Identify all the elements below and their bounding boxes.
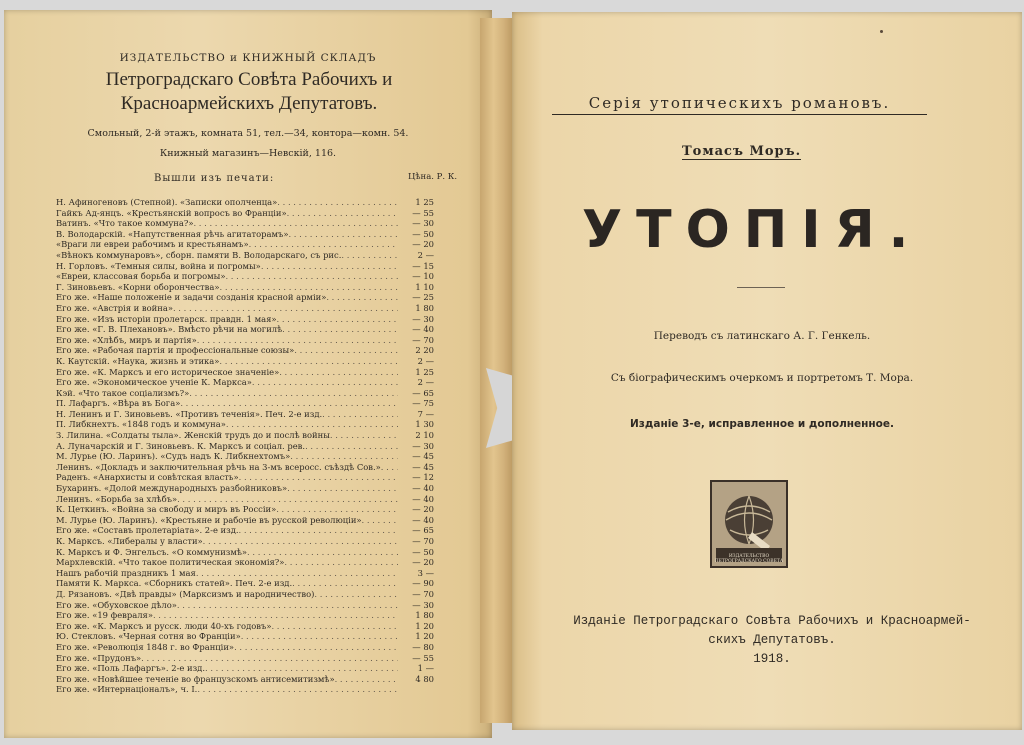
book-price: 4 80 (415, 673, 434, 684)
book-list-row (56, 197, 436, 208)
leader-dots (225, 271, 398, 282)
book-list-row (56, 663, 436, 674)
leader-dots (220, 282, 399, 293)
book-price: — 10 (412, 271, 434, 282)
book-list-row (56, 578, 436, 589)
book-entry: М. Лурье (Ю. Ларинъ). «Судъ надъ К. Либкнехтомъ» (56, 451, 291, 462)
leader-dots (197, 335, 398, 346)
book-entry: Д. Рязановъ. «Двѣ правды» (Марксизмъ и народничество) (56, 588, 315, 599)
right-page (512, 12, 1022, 730)
book-entry: Его же. «Революція 1848 г. во Франціи» (56, 641, 235, 652)
book-list-row (56, 568, 436, 579)
book-price: 1 20 (415, 620, 434, 631)
emblem-label: ИЗДАТЕЛЬСТВО ПЕТРОГРАДСКАГО СОВЕТА (714, 554, 784, 564)
book-entry: Его же. «К. Марксъ и его историческое значеніе» (56, 366, 280, 377)
book-list-row (56, 229, 436, 240)
book-price: — 80 (412, 641, 434, 652)
book-entry: Его же. «Новѣйшее теченіе во французскомъ антисемитизмѣ» (56, 673, 335, 684)
book-title: УТОПІЯ. (582, 200, 923, 260)
book-entry: Его же. «Прудонъ» (56, 652, 142, 663)
leader-dots (261, 261, 398, 272)
author-name: Томасъ Моръ. (682, 144, 802, 159)
book-price: 1 — (417, 663, 434, 674)
leader-dots (277, 314, 398, 325)
book-entry: К. Цеткинъ. «Война за свободу и миръ въ Россіи» (56, 504, 277, 515)
book-list-row (56, 409, 436, 420)
book-price: — 90 (412, 578, 434, 589)
book-list-row (56, 398, 436, 409)
book-entry: Н. Афиногеновъ (Степной). «Записки ополченца» (56, 197, 278, 207)
publisher-shop: Книжный магазинъ—Невскій, 116. (159, 148, 337, 159)
book-price: 2 — (417, 355, 434, 366)
left-page (4, 10, 492, 738)
book-list-row (56, 303, 436, 314)
publication-year: 1918. (753, 652, 791, 666)
book-list-row (56, 525, 436, 536)
leader-dots (287, 483, 398, 494)
book-price: — 65 (412, 525, 434, 536)
leader-dots (219, 356, 398, 367)
leader-dots (305, 441, 398, 452)
book-list-row (56, 472, 436, 483)
leader-dots (234, 642, 398, 653)
leader-dots (193, 218, 398, 229)
book-entry: Его же. «Составъ пролетаріата». 2-е изд. (56, 525, 239, 536)
book-price: 2 — (417, 249, 434, 260)
leader-dots (271, 621, 398, 632)
title-divider (737, 287, 785, 288)
book-list-row (56, 621, 436, 632)
book-entry: Его же. «К. Марксъ и русск. люди 40-хъ годовъ» (56, 620, 272, 631)
leader-dots (276, 504, 398, 515)
book-price: 7 — (417, 408, 434, 419)
book-list-row (56, 208, 436, 219)
book-list-row (56, 653, 436, 664)
book-entry: А. Луначарскій и Г. Зиновьевъ. К. Марксъ и соціал. рев. (56, 440, 306, 451)
book-entry: Ленинъ. «Докладъ и заключительная рѣчь на 3-мъ всеросс. съѣздѣ Сов.» (56, 461, 381, 472)
book-price: 2 — (417, 377, 434, 388)
book-entry: Бухаринъ. «Долой международныхъ разбойниковъ» (56, 483, 288, 494)
book-list-row (56, 642, 436, 653)
book-entry: Его же. «Изъ исторіи пролетарск. правдн. 1 мая» (56, 313, 277, 324)
book-price: — 40 (412, 514, 434, 525)
book-entry: Н. Горловъ. «Темныя силы, война и погромы» (56, 260, 261, 271)
leader-dots (239, 525, 398, 536)
book-list-row (56, 610, 436, 621)
imprint (552, 612, 992, 669)
leader-dots (282, 324, 398, 335)
book-list-row (56, 218, 436, 229)
book-list-row (56, 462, 436, 473)
book-price: — 50 (412, 546, 434, 557)
leader-dots (226, 419, 398, 430)
book-price: — 55 (412, 652, 434, 663)
book-price: — 40 (412, 493, 434, 504)
list-heading: Вышли изъ печати: (154, 173, 275, 184)
leader-dots (330, 430, 398, 441)
book-price: 1 25 (415, 366, 434, 377)
book-price: 1 80 (415, 610, 434, 621)
book-list-row (56, 377, 436, 388)
book-list-row (56, 356, 436, 367)
book-entry: Кэй. «Что такое соціализмъ?» (56, 387, 190, 398)
book-list-row (56, 292, 436, 303)
edition-note: Изданіе 3-е, исправленное и дополненное. (630, 418, 894, 430)
book-entry: Памяти К. Маркса. «Сборникъ статей». Печ. 2-е изд. (56, 578, 293, 589)
book-entry: Нашъ рабочій праздникъ 1 мая (56, 567, 196, 578)
leader-dots (381, 462, 398, 473)
leader-dots (287, 208, 398, 219)
book-entry: Н. Ленинъ и Г. Зиновьевъ. «Противъ теченія». Печ. 2-е изд. (56, 408, 323, 419)
book-entry: «Евреи, классовая борьба и погромы» (56, 271, 226, 282)
book-price: — 45 (412, 451, 434, 462)
leader-dots (252, 377, 398, 388)
publisher-small-heading: ИЗДАТЕЛЬСТВО и КНИЖНЫЙ СКЛАДЪ (119, 52, 377, 64)
imprint-line-1: Изданіе Петроградскаго Совѣта Рабочихъ и Красноармей- (573, 614, 971, 628)
book-list-row (56, 674, 436, 685)
book-list-row (56, 536, 436, 547)
book-list-row (56, 557, 436, 568)
book-entry: Ватинъ. «Что такое коммуна?» (56, 218, 194, 229)
leader-dots (362, 515, 398, 526)
book-list-row (56, 367, 436, 378)
series-title: Серія утопическихъ романовъ. (552, 94, 927, 115)
leader-dots (247, 547, 398, 558)
book-entry: Г. Зиновьевъ. «Корни оборончества» (56, 281, 220, 292)
imprint-line-2: скихъ Депутатовъ. (708, 633, 836, 647)
paper-mark (880, 30, 883, 33)
book-entry: «Враги ли евреи рабочимъ и крестьянамъ» (56, 239, 249, 250)
book-price: — 70 (412, 536, 434, 546)
leader-dots (314, 589, 398, 600)
book-entry: З. Лилина. «Солдаты тыла». Женскій трудъ до и послѣ войны (56, 430, 330, 441)
leader-dots (292, 578, 398, 589)
book-entry: Ленинъ. «Борьба за хлѣбъ» (56, 493, 178, 504)
leader-dots (177, 600, 398, 611)
book-list-row (56, 451, 436, 462)
book-entry: Его же. «Интернаціоналъ», ч. I. (56, 684, 198, 695)
book-price: 1 30 (415, 419, 434, 430)
publisher-address: Смольный, 2-й этажъ, комната 51, тел.—34, контора—комн. 54. (87, 128, 409, 139)
book-list (56, 197, 436, 695)
leader-dots (197, 684, 398, 695)
leader-dots (189, 388, 398, 399)
leader-dots (239, 472, 398, 483)
book-price: — 30 (412, 218, 434, 229)
book-list-row (56, 547, 436, 558)
book-list-row (56, 600, 436, 611)
leader-dots (180, 398, 398, 409)
book-price: — 55 (412, 207, 434, 218)
book-price: 1 25 (415, 197, 434, 207)
book-price: 1 20 (415, 631, 434, 642)
leader-dots (173, 303, 398, 314)
book-list-row (56, 250, 436, 261)
book-list-row (56, 515, 436, 526)
leader-dots (335, 674, 398, 685)
leader-dots (279, 367, 398, 378)
leader-dots (322, 409, 398, 420)
book-list-row (56, 441, 436, 452)
book-list-row (56, 483, 436, 494)
book-price: — 40 (412, 324, 434, 335)
book-entry: В. Володарскій. «Напутственная рѣчь агитаторамъ» (56, 228, 289, 239)
book-entry: П. Лафаргъ. «Вѣра въ Бога» (56, 398, 181, 409)
leader-dots (153, 610, 398, 621)
book-entry: Его же. «Наше положеніе и задачи созданія красной арміи» (56, 292, 327, 303)
book-entry: Его же. «Г. В. Плехановъ». Вмѣсто рѣчи на могилѣ (56, 324, 283, 335)
book-price: 2 10 (415, 430, 434, 441)
book-price: — 75 (412, 398, 434, 409)
leader-dots (141, 653, 398, 664)
book-list-row (56, 430, 436, 441)
book-entry: «Вѣнокъ коммунаровъ», сборн. памяти В. Володарскаго, съ рис. (56, 249, 342, 260)
book-list-row (56, 261, 436, 272)
book-price (398, 684, 436, 695)
leader-dots (341, 250, 398, 261)
book-list-row (56, 314, 436, 325)
book-list-row (56, 631, 436, 642)
book-list-row (56, 388, 436, 399)
publisher-name: Петроградскаго Совѣта Рабочихъ и Красноармейскихъ Депутатовъ. (105, 69, 393, 114)
book-list-row (56, 504, 436, 515)
book-list-row (56, 324, 436, 335)
book-list-row (56, 239, 436, 250)
book-entry: Его же. «Хлѣбъ, миръ и партія» (56, 334, 197, 345)
leader-dots (326, 292, 398, 303)
book-list-row (56, 271, 436, 282)
book-list-row (56, 419, 436, 430)
book-price: — 15 (412, 260, 434, 271)
book-entry: К. Каутскій. «Наука, жизнь и этика» (56, 355, 220, 366)
book-entry: Мархлевскій. «Что такое политическая экономія?» (56, 557, 285, 568)
book-entry: К. Марксъ и Ф. Энгельсъ. «О коммунизмѣ» (56, 546, 248, 557)
leader-dots (249, 239, 398, 250)
leader-dots (203, 536, 398, 547)
book-price: — 70 (412, 588, 434, 599)
book-price: — 40 (412, 483, 434, 494)
bio-essay-note: Съ біографическимъ очеркомъ и портретомъ Т. Мора. (610, 372, 914, 384)
book-entry: Ю. Стекловъ. «Черная сотня во Франціи» (56, 631, 241, 642)
book-entry: Его же. «Обуховское дѣло» (56, 599, 177, 610)
book-price: — 20 (412, 239, 434, 250)
leader-dots (205, 663, 398, 674)
book-price: 1 80 (415, 302, 434, 313)
book-price: — 70 (412, 334, 434, 345)
book-list-row (56, 494, 436, 505)
book-price: — 65 (412, 387, 434, 398)
book-price: — 50 (412, 228, 434, 239)
book-entry: Его же. «Австрія и война» (56, 302, 173, 313)
leader-dots (290, 451, 398, 462)
book-price: — 25 (412, 292, 434, 303)
book-list-row (56, 282, 436, 293)
book-price: — 45 (412, 461, 434, 472)
book-price: — 20 (412, 557, 434, 568)
book-list-row (56, 684, 436, 695)
book-list-row (56, 335, 436, 346)
book-entry: Раденъ. «Анархисты и совѣтская власть» (56, 472, 239, 483)
leader-dots (294, 345, 398, 356)
leader-dots (241, 631, 398, 642)
publisher-emblem (710, 480, 788, 568)
book-price: 2 20 (415, 345, 434, 356)
book-entry: Его же. «Экономическое ученіе К. Маркса» (56, 377, 252, 388)
book-list-row (56, 345, 436, 356)
leader-dots (284, 557, 398, 568)
book-entry: К. Марксъ. «Либералы у власти» (56, 536, 203, 546)
book-entry: Гайкъ Ад-янцъ. «Крестьянскій вопросъ во Франціи» (56, 207, 287, 218)
leader-dots (196, 568, 398, 579)
book-price: — 30 (412, 440, 434, 451)
book-entry: М. Лурье (Ю. Ларинъ). «Крестьяне и рабочіе въ русской революціи» (56, 514, 362, 525)
book-entry: Его же. «Поль Лафаргъ». 2-е изд. (56, 663, 206, 674)
book-entry: Его же. «Рабочая партія и профессіональные союзы» (56, 345, 295, 356)
price-column-heading: Цѣна. Р. К. (408, 172, 458, 182)
book-price: — 20 (412, 504, 434, 515)
book-price: 1 10 (415, 281, 434, 292)
book-entry: П. Либкнехтъ. «1848 годъ и коммуна» (56, 419, 226, 430)
book-spine (480, 18, 514, 723)
leader-dots (288, 229, 398, 240)
book-entry: Его же. «19 февраля» (56, 610, 153, 621)
leader-dots (277, 197, 398, 208)
book-price: 3 — (417, 567, 434, 578)
book-price: — 30 (412, 313, 434, 324)
book-price: — 30 (412, 599, 434, 610)
book-list-row (56, 589, 436, 600)
translation-credit: Переводъ съ латинскаго А. Г. Генкель. (653, 330, 871, 342)
leader-dots (177, 494, 398, 505)
book-price: — 12 (412, 472, 434, 483)
